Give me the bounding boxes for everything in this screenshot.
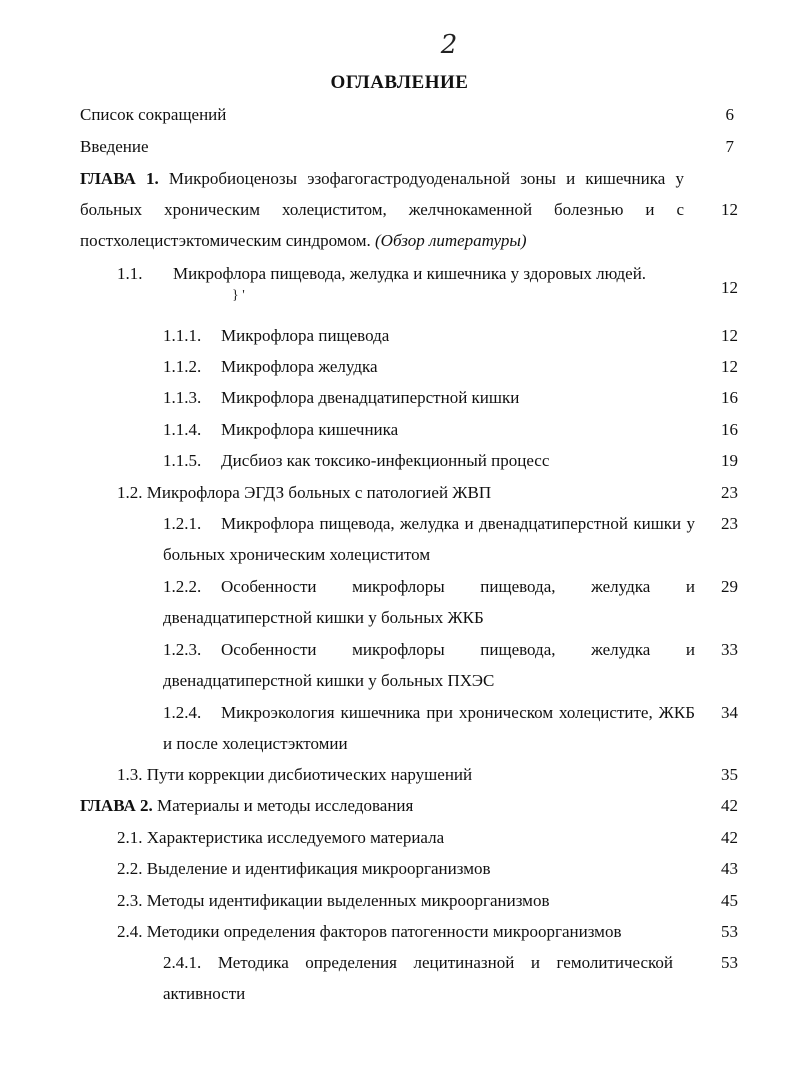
toc-entry-text: 1.1.2. Микрофлора желудка xyxy=(163,351,683,382)
toc-page-number: 33 xyxy=(721,640,738,659)
toc-entry-text: 2.1. Характеристика исследуемого материала xyxy=(117,828,445,847)
toc-entry-1-1-5[interactable] xyxy=(163,445,683,476)
toc-entry-note: (Обзор литературы) xyxy=(375,231,527,250)
section-label: 2.4.1. xyxy=(163,953,202,972)
section-label: 1.1.4. xyxy=(163,420,202,439)
toc-entry-1-2-4[interactable] xyxy=(163,697,695,759)
toc-entry-text: 2.4. Методики определения факторов патогенности микроорганизмов xyxy=(117,922,622,941)
section-label: 1.2.1. xyxy=(163,514,202,533)
page-title: ОГЛАВЛЕНИЕ xyxy=(330,72,469,93)
toc-entry-text: 2.2. Выделение и идентификация микроорганизмов xyxy=(117,859,491,878)
section-label: 1.2. xyxy=(117,483,143,502)
toc-entry-text: 1.2. Микрофлора ЭГДЗ больных с патологией ЖВП xyxy=(117,483,492,502)
section-label: 2.2. xyxy=(117,859,143,878)
section-label: 1.3. xyxy=(117,765,143,784)
section-label: 1.2.4. xyxy=(163,703,202,722)
toc-page-number: 16 xyxy=(721,388,738,407)
toc-entry-2-3[interactable] xyxy=(117,885,687,916)
toc-entry-text: 2.4.1. Методика определения лецитиназной и гемолитической активности xyxy=(163,953,674,1003)
section-label: 2.3. xyxy=(117,891,143,910)
toc-entry-text: 1.1.4. Микрофлора кишечника xyxy=(163,414,683,445)
toc-page-number: 23 xyxy=(721,514,738,533)
section-label: 1.2.2. xyxy=(163,577,202,596)
toc-page-number: 35 xyxy=(721,765,738,784)
toc-page-number: 6 xyxy=(725,105,734,124)
section-label: 1.1. xyxy=(117,264,143,283)
toc-page-number: 53 xyxy=(721,953,738,972)
toc-entry-1-3[interactable] xyxy=(117,759,677,790)
toc-page-number: 12 xyxy=(721,326,738,345)
toc-entry-2-4[interactable] xyxy=(117,916,697,947)
toc-entry-text: 1.1.5. Дисбиоз как токсико-инфекционный процесс xyxy=(163,445,683,476)
toc-page-number: 42 xyxy=(721,828,738,847)
toc-entry-abbreviations[interactable] xyxy=(80,99,640,130)
section-label: 2.1. xyxy=(117,828,143,847)
toc-entry-1-1[interactable] xyxy=(117,258,693,289)
toc-entry-text: 1.1.3. Микрофлора двенадцатиперстной кишки xyxy=(163,382,683,413)
toc-entry-1-1-2[interactable] xyxy=(163,351,683,382)
section-label: 1.1.3. xyxy=(163,388,202,407)
toc-entry-text: 1.2.3. Особенности микрофлоры пищевода, желудка и двенадцатиперстной кишки у больных ПХЭС xyxy=(163,634,695,696)
toc-entry-1-2-2[interactable] xyxy=(163,571,695,633)
toc-entry-text: ГЛАВА 1. Микробиоценозы эзофагогастродуоденальной зоны и кишечника у больных хроническим холециститом, желчнокаменной болезнью и с постхолецистэктомическим синдромом. (Обзор литературы) xyxy=(80,169,684,250)
toc-page-number: 42 xyxy=(721,796,738,815)
toc-entry-text: 1.2.1. Микрофлора пищевода, желудка и двенадцатиперстной кишки у больных хроническим холециститом xyxy=(163,508,695,570)
toc-entry-chapter-1[interactable] xyxy=(80,163,684,256)
toc-entry-1-1-3[interactable] xyxy=(163,382,683,413)
toc-entry-text: 1.2.2. Особенности микрофлоры пищевода, желудка и двенадцатиперстной кишки у больных ЖКБ xyxy=(163,571,695,633)
section-label: 2.4. xyxy=(117,922,143,941)
toc-page-number: 53 xyxy=(721,922,738,941)
toc-entry-text: ГЛАВА 2. Материалы и методы исследования xyxy=(80,796,414,815)
toc-entry-chapter-2[interactable] xyxy=(80,790,680,821)
toc-entry-text: 1.2.4. Микроэкология кишечника при хроническом холецистите, ЖКБ и после холецистэктомии xyxy=(163,697,695,759)
toc-entry-text: Введение xyxy=(80,137,149,156)
toc-page-number: 12 xyxy=(721,357,738,376)
section-label: 1.1.2. xyxy=(163,357,202,376)
toc-page-number: 29 xyxy=(721,577,738,596)
toc-page-number: 23 xyxy=(721,483,738,502)
toc-entry-text: 1.3. Пути коррекции дисбиотических нарушений xyxy=(117,765,473,784)
toc-page-number: 45 xyxy=(721,891,738,910)
section-label: 1.1.1. xyxy=(163,326,202,345)
toc-entry-text: 1.1. Микрофлора пищевода, желудка и кишечника у здоровых людей. xyxy=(117,258,693,289)
toc-page-number: 12 xyxy=(721,278,738,297)
toc-entry-1-2[interactable] xyxy=(117,477,677,508)
toc-entry-introduction[interactable] xyxy=(80,131,640,162)
handwritten-page-number: 2 xyxy=(440,30,458,60)
toc-entry-2-2[interactable] xyxy=(117,853,687,884)
toc-entry-1-1-4[interactable] xyxy=(163,414,683,445)
toc-entry-2-1[interactable] xyxy=(117,822,687,853)
chapter-label: ГЛАВА 1. xyxy=(80,169,159,188)
toc-page-number: 7 xyxy=(725,137,734,156)
toc-entry-1-1-1[interactable] xyxy=(163,320,683,351)
toc-entry-text: Список сокращений xyxy=(80,105,227,124)
toc-page-number: 19 xyxy=(721,451,738,470)
toc-page-number: 34 xyxy=(721,703,738,722)
pencil-mark: } ' xyxy=(232,288,245,303)
section-label: 1.1.5. xyxy=(163,451,202,470)
toc-entry-text: 2.3. Методы идентификации выделенных микроорганизмов xyxy=(117,891,550,910)
toc-entry-2-4-1[interactable] xyxy=(163,947,673,1009)
toc-entry-text: 1.1.1. Микрофлора пищевода xyxy=(163,320,683,351)
section-label: 1.2.3. xyxy=(163,640,202,659)
chapter-label: ГЛАВА 2. xyxy=(80,796,153,815)
toc-entry-1-2-1[interactable] xyxy=(163,508,695,570)
toc-page-number: 43 xyxy=(721,859,738,878)
toc-entry-1-2-3[interactable] xyxy=(163,634,695,696)
toc-page-number: 12 xyxy=(721,200,738,219)
toc-page-number: 16 xyxy=(721,420,738,439)
